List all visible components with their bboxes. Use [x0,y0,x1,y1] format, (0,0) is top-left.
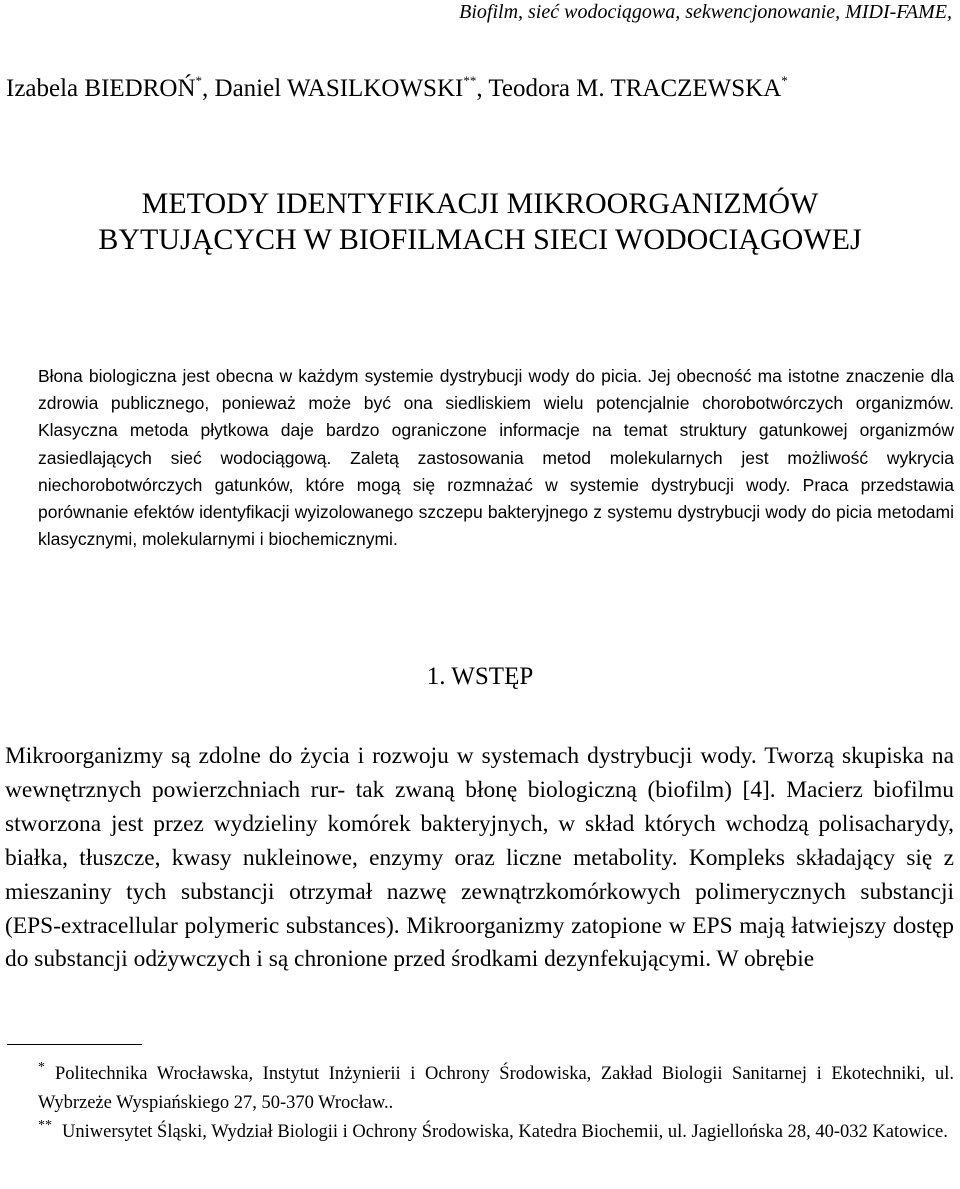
footnote-text: Politechnika Wrocławska, Instytut Inżynierii i Ochrony Środowiska, Zakład Biologii Sanitarnej i Ekotechniki, ul. Wybrzeże Wyspiańskiego 27, 50-370 Wrocław.. [38,1064,954,1113]
abstract: Błona biologiczna jest obecna w każdym systemie dystrybucji wody do picia. Jej obecność ma istotne znaczenie dla zdrowia publicznego, ponieważ może być ona siedliskiem wielu potencjalnie chorobotwórczych organizmów. Klasyczna metoda płytkowa daje bardzo ograniczone informacje na temat struktury gatunkowej organizmów zasiedlających sieć wodociągową. Zaletą zastosowania metod molekularnych jest możliwość wykrycia niechorobotwórczych gatunków, które mogą się rozmnażać w systemie dystrybucji wody. Praca przedstawia porównanie efektów identyfikacji wyizolowanego szczepu bakteryjnego z systemu dystrybucji wody do picia metodami klasycznymi, molekularnymi i biochemicznymi. [38,366,954,550]
footnote-text: Uniwersytet Śląski, Wydział Biologii i Ochrony Środowiska, Katedra Biochemii, ul. Jagiellońska 28, 40-032 Katowice. [62,1122,948,1142]
affiliation-mark: * [781,73,788,88]
paper-title-line: BYTUJĄCYCH W BIOFILMACH SIECI WODOCIĄGOWEJ [98,223,862,256]
affiliation-mark: * [195,73,203,88]
author-name: Teodora M. TRACZEWSKA [488,75,782,102]
author-name: Daniel WASILKOWSKI [214,75,464,102]
section-body: Mikroorganizmy są zdolne do życia i rozwoju w systemach dystrybucji wody. Tworzą skupiska na wewnętrznych powierzchniach rur- tak zwaną błonę biologiczną (biofilm) [4]. Macierz biofilmu stworzona jest przez wydzieliny komórek bakteryjnych, w skład których wchodzą polisacharydy, białka, tłuszcze, kwasy nukleinowe, enzymy oraz liczne metabolity. Kompleks składający się z mieszaniny tych substancji otrzymał nazwę zewnątrzkomórkowych polimerycznych substancji (EPS-extracellular polymeric substances). Mikroorganizmy zatopione w EPS mają łatwiejszy dostęp do substancji odżywczych i są chronione przed środkami dezynfekującymi. W obrębie [5,743,954,973]
footnotes [38,1060,954,1147]
author-list [6,74,788,104]
header-keywords: Biofilm, sieć wodociągowa, sekwencjonowanie, MIDI-FAME, [459,1,952,23]
footnote [38,1060,954,1118]
affiliation-mark: ** [463,73,477,88]
footnote-divider [7,1044,142,1045]
footnote-mark: * [38,1060,45,1075]
section-heading: 1. WSTĘP [426,663,534,690]
footnote [38,1118,954,1147]
author-separator: , [202,75,215,102]
author-name: Izabela BIEDROŃ [6,75,196,102]
paper-title-line: METODY IDENTYFIKACJI MIKROORGANIZMÓW [141,187,819,220]
author-separator: , [476,75,489,102]
footnote-mark: ** [38,1118,52,1133]
paper-title [0,186,960,258]
